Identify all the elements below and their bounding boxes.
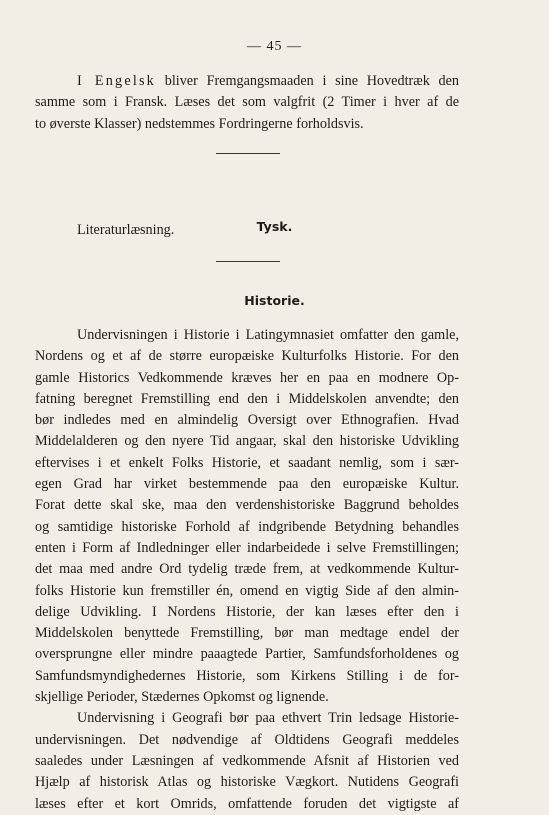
text-line: Undervisningen i Historie i Latingymnasiet omfatter den gamle, (77, 327, 459, 343)
subheading-literaturlaesning: Literaturlæsning. (77, 222, 175, 238)
section-divider (216, 261, 280, 262)
text-line: det maa med andre Ord tydelig træde frem, at vedkommende Kultur- (35, 561, 459, 578)
text-line: Middelalderen og den nyere Tid angaar, skal den historiske Udvikling (35, 433, 459, 450)
text-line: læses efter et kort Omrids, omfattende foruden det vigtigste af (35, 795, 459, 812)
section-heading-historie: Historie. (244, 293, 305, 308)
text-line: undervisningen. Det nødvendige af Oldtidens Geografi meddeles (35, 731, 459, 748)
intro-paragraph (35, 71, 459, 135)
section-heading-tysk: Tysk. (256, 219, 293, 234)
emphasis-word: I Engelsk (77, 73, 156, 89)
intro-line: samme som i Fransk. Læses det som valgfrit (2 Timer i hver af de (35, 94, 459, 111)
text-line: eftervises i et enkelt Folks Historie, et saadant nemlig, som i sær- (35, 454, 459, 471)
intro-line-rest: bliver Fremgangsmaaden i sine Hovedtræk den (164, 73, 460, 89)
text-line: Undervisning i Geografi bør paa ethvert Trin ledsage Historie- (77, 710, 459, 727)
text-line: delige Udvikling. I Nordens Historie, der kan læses efter den i (35, 603, 459, 620)
text-line: bør indledes med en almindelig Oversigt over Ethnografien. Hvad (35, 412, 459, 429)
text-line: saaledes under Læsningen af vedkommende Afsnit af Historien ved (35, 752, 459, 769)
text-line: enten i Form af Indledninger eller indarbeidede i selve Fremstillingen; (35, 539, 459, 556)
text-line: oversprungne eller mindre paaagtede Partier, Samfundsforholdenes og (35, 646, 459, 663)
text-line: skjellige Perioder, Stædernes Opkomst og lignende. (35, 689, 329, 706)
intro-line (35, 71, 459, 92)
text-line: folks Historie kun fremstiller én, omend en vigtig Side af den almin- (35, 582, 459, 599)
intro-line: to øverste Klasser) nedstemmes Fordringerne forholdsvis. (35, 115, 364, 132)
text-line: Forat dette skal ske, maa den verdenshistoriske Baggrund beholdes (35, 497, 459, 514)
page-number: — 45 — (247, 39, 302, 54)
text-line: gamle Historics Vedkommende kræves her en paa en modnere Op- (35, 369, 459, 386)
text-line: Samfundsmyndighedernes Historie, som Kirkens Stilling i de for- (35, 667, 459, 684)
text-line: egen Grad har virket bestemmende paa den europæiske Kultur. (35, 476, 459, 493)
text-line: fatning beregnet Fremstilling end den i Middelskolen anvendte; den (35, 390, 459, 407)
text-line: Nordens og et af de større europæiske Kulturfolks Historie. For den (35, 348, 459, 365)
text-line: Hjælp af historisk Atlas og historiske Vægkort. Nutidens Geografi (35, 774, 459, 791)
historie-paragraph (35, 325, 459, 815)
text-line: Middelskolen benyttede Fremstilling, bør man medtage endel der (35, 625, 459, 642)
section-divider (216, 153, 280, 154)
text-line: og samtidige historiske Forhold af indgribende Betydning behandles (35, 518, 459, 535)
